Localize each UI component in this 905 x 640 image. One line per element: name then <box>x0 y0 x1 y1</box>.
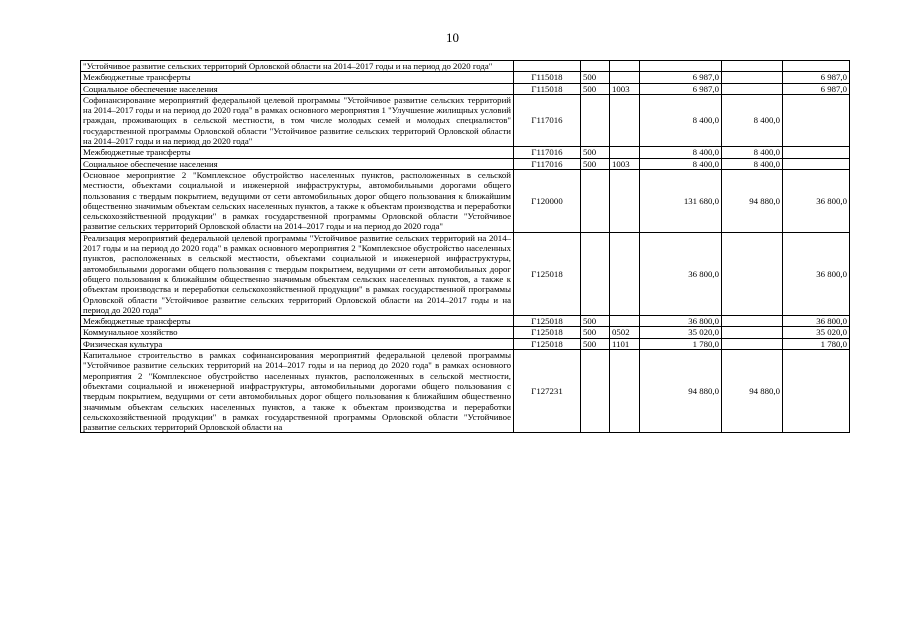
federal-amount-cell: 8 400,0 <box>722 147 783 158</box>
budget-table <box>80 60 850 433</box>
target-code-cell: Г117016 <box>514 94 581 146</box>
target-code-cell: Г120000 <box>514 169 581 232</box>
total-amount-cell: 131 680,0 <box>640 169 722 232</box>
regional-amount-cell: 36 800,0 <box>783 316 850 327</box>
table-row <box>81 327 850 338</box>
table-row <box>81 169 850 232</box>
total-amount-cell: 6 987,0 <box>640 83 722 94</box>
total-amount-cell: 36 800,0 <box>640 232 722 315</box>
target-code-cell: Г117016 <box>514 158 581 169</box>
regional-amount-cell: 1 780,0 <box>783 338 850 349</box>
expense-type-cell: 500 <box>581 72 610 83</box>
federal-amount-cell <box>722 338 783 349</box>
target-code-cell: Г115018 <box>514 72 581 83</box>
row-name-cell: "Устойчивое развитие сельских территорий Орловской области на 2014–2017 годы и на период до 2020 года" <box>81 61 514 72</box>
table-row <box>81 350 850 433</box>
row-name-cell: Софинансирование мероприятий федеральной целевой программы "Устойчивое развитие сельских территорий на 2014–2017 годы и на период до 2020 года" в рамках основного мероприятия 1 "Улучшение жилищных условий граждан, проживающих в сельской местности, в том числе молодых семей и молодых специалистов" государственной программы Орловской области "Устойчивое развитие сельских территорий Орловской области на 2014–2017 годы и на период до 2020 года" <box>81 94 514 146</box>
section-cell <box>610 94 640 146</box>
section-cell <box>610 72 640 83</box>
row-name-cell: Межбюджетные трансферты <box>81 72 514 83</box>
section-cell: 1003 <box>610 158 640 169</box>
row-name-cell: Капитальное строительство в рамках софинансирования мероприятий федеральной целевой программы "Устойчивое развитие сельских территорий на 2014–2017 годы и на период до 2020 года" в рамках основного мероприятия 2 "Комплексное обустройство населенных пунктов, расположенных в сельской местности, объектами социальной и инженерной инфраструктуры, автомобильными дорогами общего пользования с твердым покрытием, ведущими от сети автомобильных дорог общего пользования к ближайшим общественно значимым объектам сельских населенных пунктов, а также к объектам производства и переработки сельскохозяйственной продукции" в рамках государственной программы Орловской области "Устойчивое развитие сельских территорий Орловской области на <box>81 350 514 433</box>
regional-amount-cell <box>783 94 850 146</box>
page-number: 10 <box>446 30 459 45</box>
total-amount-cell: 6 987,0 <box>640 72 722 83</box>
row-name-cell: Физическая культура <box>81 338 514 349</box>
section-cell <box>610 316 640 327</box>
expense-type-cell: 500 <box>581 147 610 158</box>
row-name-cell: Социальное обеспечение населения <box>81 158 514 169</box>
federal-amount-cell <box>722 232 783 315</box>
row-name-cell: Основное мероприятие 2 "Комплексное обустройство населенных пунктов, расположенных в сельской местности, объектами социальной и инженерной инфраструктуры, автомобильными дорогами общего пользования с твердым покрытием, ведущими от сети автомобильных дорог общего пользования к ближайшим общественно значимым объектам сельских населенных пунктов, а также к объектам производства и переработки сельскохозяйственной продукции" в рамках государственной программы Орловской области "Устойчивое развитие сельских территорий Орловской области на 2014–2017 годы и на период до 2020 года" <box>81 169 514 232</box>
row-name-cell: Социальное обеспечение населения <box>81 83 514 94</box>
table-body <box>81 61 850 433</box>
table-row <box>81 83 850 94</box>
section-cell <box>610 147 640 158</box>
total-amount-cell: 36 800,0 <box>640 316 722 327</box>
federal-amount-cell: 94 880,0 <box>722 169 783 232</box>
federal-amount-cell: 8 400,0 <box>722 94 783 146</box>
regional-amount-cell <box>783 158 850 169</box>
total-amount-cell: 1 780,0 <box>640 338 722 349</box>
expense-type-cell <box>581 61 610 72</box>
row-name-cell: Коммунальное хозяйство <box>81 327 514 338</box>
table-row <box>81 338 850 349</box>
expense-type-cell <box>581 350 610 433</box>
total-amount-cell: 35 020,0 <box>640 327 722 338</box>
regional-amount-cell <box>783 350 850 433</box>
federal-amount-cell <box>722 72 783 83</box>
table-row <box>81 158 850 169</box>
regional-amount-cell: 36 800,0 <box>783 169 850 232</box>
expense-type-cell: 500 <box>581 338 610 349</box>
target-code-cell: Г115018 <box>514 83 581 94</box>
regional-amount-cell <box>783 147 850 158</box>
total-amount-cell <box>640 61 722 72</box>
total-amount-cell: 94 880,0 <box>640 350 722 433</box>
table-row <box>81 232 850 315</box>
table-row <box>81 61 850 72</box>
section-cell <box>610 350 640 433</box>
regional-amount-cell: 6 987,0 <box>783 72 850 83</box>
total-amount-cell: 8 400,0 <box>640 94 722 146</box>
expense-type-cell: 500 <box>581 316 610 327</box>
federal-amount-cell <box>722 83 783 94</box>
regional-amount-cell <box>783 61 850 72</box>
target-code-cell: Г125018 <box>514 316 581 327</box>
section-cell <box>610 61 640 72</box>
federal-amount-cell: 8 400,0 <box>722 158 783 169</box>
section-cell <box>610 169 640 232</box>
section-cell: 1003 <box>610 83 640 94</box>
expense-type-cell <box>581 94 610 146</box>
row-name-cell: Межбюджетные трансферты <box>81 316 514 327</box>
target-code-cell: Г127231 <box>514 350 581 433</box>
regional-amount-cell: 35 020,0 <box>783 327 850 338</box>
target-code-cell: Г125018 <box>514 338 581 349</box>
row-name-cell: Межбюджетные трансферты <box>81 147 514 158</box>
expense-type-cell: 500 <box>581 327 610 338</box>
expense-type-cell <box>581 169 610 232</box>
federal-amount-cell <box>722 327 783 338</box>
total-amount-cell: 8 400,0 <box>640 158 722 169</box>
federal-amount-cell <box>722 316 783 327</box>
table-row <box>81 147 850 158</box>
table-row <box>81 316 850 327</box>
section-cell: 0502 <box>610 327 640 338</box>
total-amount-cell: 8 400,0 <box>640 147 722 158</box>
row-name-cell: Реализация мероприятий федеральной целевой программы "Устойчивое развитие сельских территорий на 2014–2017 годы и на период до 2020 года" в рамках основного мероприятия 2 "Комплексное обустройство населенных пунктов, расположенных в сельской местности, объектами социальной и инженерной инфраструктуры, автомобильными дорогами общего пользования с твердым покрытием, ведущими от сети автомобильных дорог общего пользования к ближайшим общественно значимым объектам сельских населенных пунктов, а также к объектам производства и переработки сельскохозяйственной продукции" в рамках государственной программы Орловской области "Устойчивое развитие сельских территорий Орловской области на 2014–2017 годы и на период до 2020 года" <box>81 232 514 315</box>
section-cell <box>610 232 640 315</box>
table-row <box>81 94 850 146</box>
federal-amount-cell <box>722 61 783 72</box>
target-code-cell: Г125018 <box>514 232 581 315</box>
regional-amount-cell: 36 800,0 <box>783 232 850 315</box>
target-code-cell <box>514 61 581 72</box>
expense-type-cell: 500 <box>581 158 610 169</box>
expense-type-cell: 500 <box>581 83 610 94</box>
target-code-cell: Г117016 <box>514 147 581 158</box>
section-cell: 1101 <box>610 338 640 349</box>
table-row <box>81 72 850 83</box>
federal-amount-cell: 94 880,0 <box>722 350 783 433</box>
expense-type-cell <box>581 232 610 315</box>
target-code-cell: Г125018 <box>514 327 581 338</box>
regional-amount-cell: 6 987,0 <box>783 83 850 94</box>
